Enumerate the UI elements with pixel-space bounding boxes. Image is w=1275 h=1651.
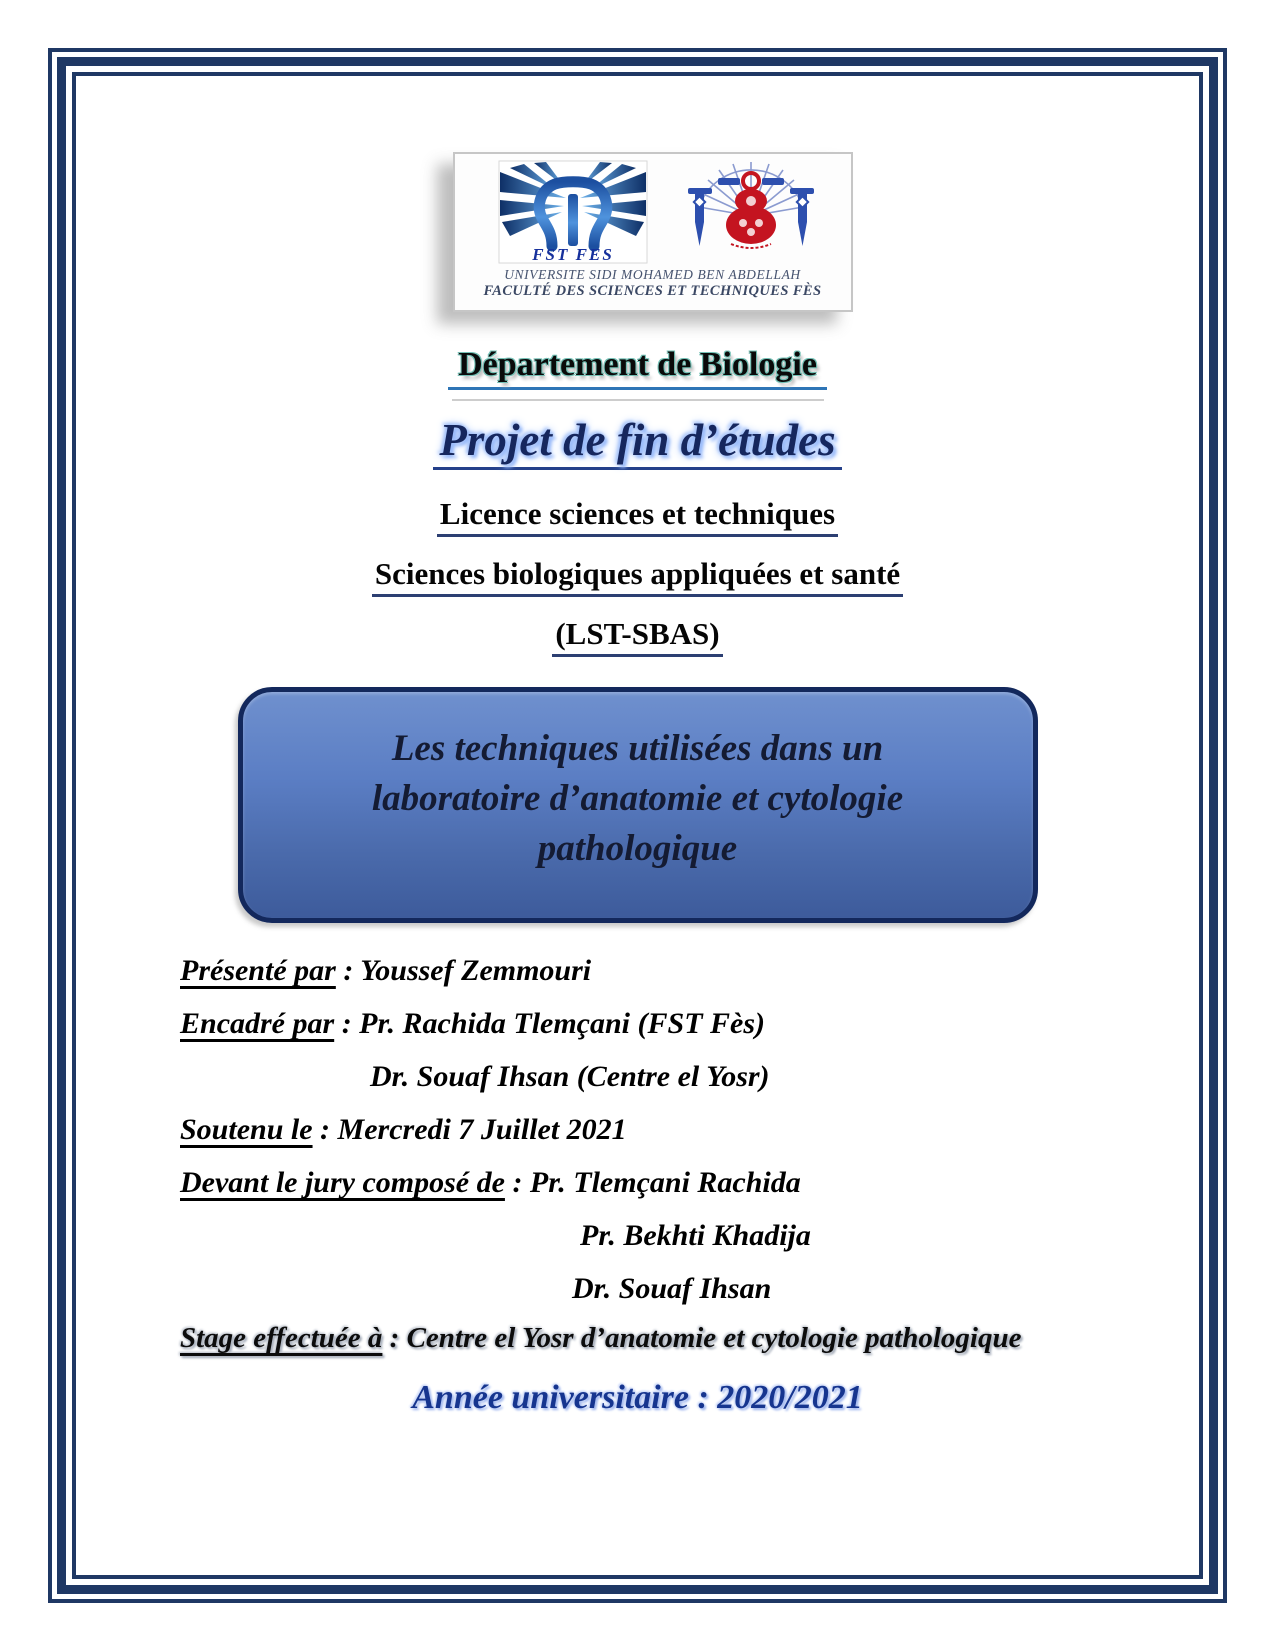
defended-on-value: : Mercredi 7 Juillet 2021	[312, 1113, 627, 1146]
fst-fes-logo-icon	[480, 160, 666, 264]
defended-on-label: Soutenu le	[180, 1113, 313, 1146]
jury-line	[180, 1163, 1195, 1203]
thesis-title-box	[238, 687, 1038, 923]
details-list	[180, 951, 1195, 1309]
program-block	[80, 556, 1195, 597]
program-title: Sciences biologiques appliquées et santé	[372, 556, 903, 597]
fst-fes-label: FST FES	[531, 245, 614, 264]
jury-member-2: Pr. Bekhti Khadija	[580, 1219, 811, 1252]
presented-by-value: : Youssef Zemmouri	[335, 954, 592, 987]
department-title: Département de Biologie	[448, 346, 827, 390]
project-type-block	[80, 414, 1195, 470]
thesis-title-line: Les techniques utilisées dans un	[391, 728, 884, 769]
usmba-medallion-icon	[676, 160, 826, 264]
supervised-by-value: : Pr. Rachida Tlemçani (FST Fès)	[334, 1007, 766, 1040]
project-type-title: Projet de fin d’études	[433, 414, 841, 470]
internship-label: Stage effectuée à	[180, 1322, 383, 1354]
thesis-title-line: laboratoire d’anatomie et cytologie	[371, 778, 904, 819]
degree-title: Licence sciences et techniques	[437, 496, 838, 537]
internship-line	[180, 1322, 1195, 1355]
academic-year: Année universitaire : 2020/2021	[412, 1379, 863, 1416]
university-logo-plaque	[453, 152, 853, 312]
thesis-title-line: pathologique	[537, 828, 738, 869]
co-supervisor-line	[370, 1057, 1195, 1097]
presented-by-label: Présenté par	[180, 954, 336, 987]
supervised-by-label: Encadré par	[180, 1007, 335, 1040]
jury-member-3-line	[572, 1269, 1195, 1309]
divider-rule	[452, 399, 824, 401]
co-supervisor-value: Dr. Souaf Ihsan (Centre el Yosr)	[370, 1060, 770, 1093]
jury-member-2-line	[580, 1216, 1195, 1256]
jury-label: Devant le jury composé de	[180, 1166, 505, 1199]
faculty-name: FACULTÉ DES SCIENCES ET TECHNIQUES FÈS	[483, 283, 822, 299]
jury-member-1: : Pr. Tlemçani Rachida	[504, 1166, 801, 1199]
emblems-row	[455, 160, 851, 264]
degree-block	[80, 496, 1195, 537]
presented-by-line	[180, 951, 1195, 991]
university-name: UNIVERSITE SIDI MOHAMED BEN ABDELLAH	[504, 267, 801, 282]
department-block	[80, 346, 1195, 401]
jury-member-3: Dr. Souaf Ihsan	[572, 1272, 772, 1305]
program-code: (LST-SBAS)	[552, 616, 722, 657]
program-code-block	[80, 616, 1195, 657]
defended-on-line	[180, 1110, 1195, 1150]
page-content	[80, 80, 1195, 1571]
supervised-by-line	[180, 1004, 1195, 1044]
internship-value: : Centre el Yosr d’anatomie et cytologie pathologique	[382, 1322, 1022, 1354]
